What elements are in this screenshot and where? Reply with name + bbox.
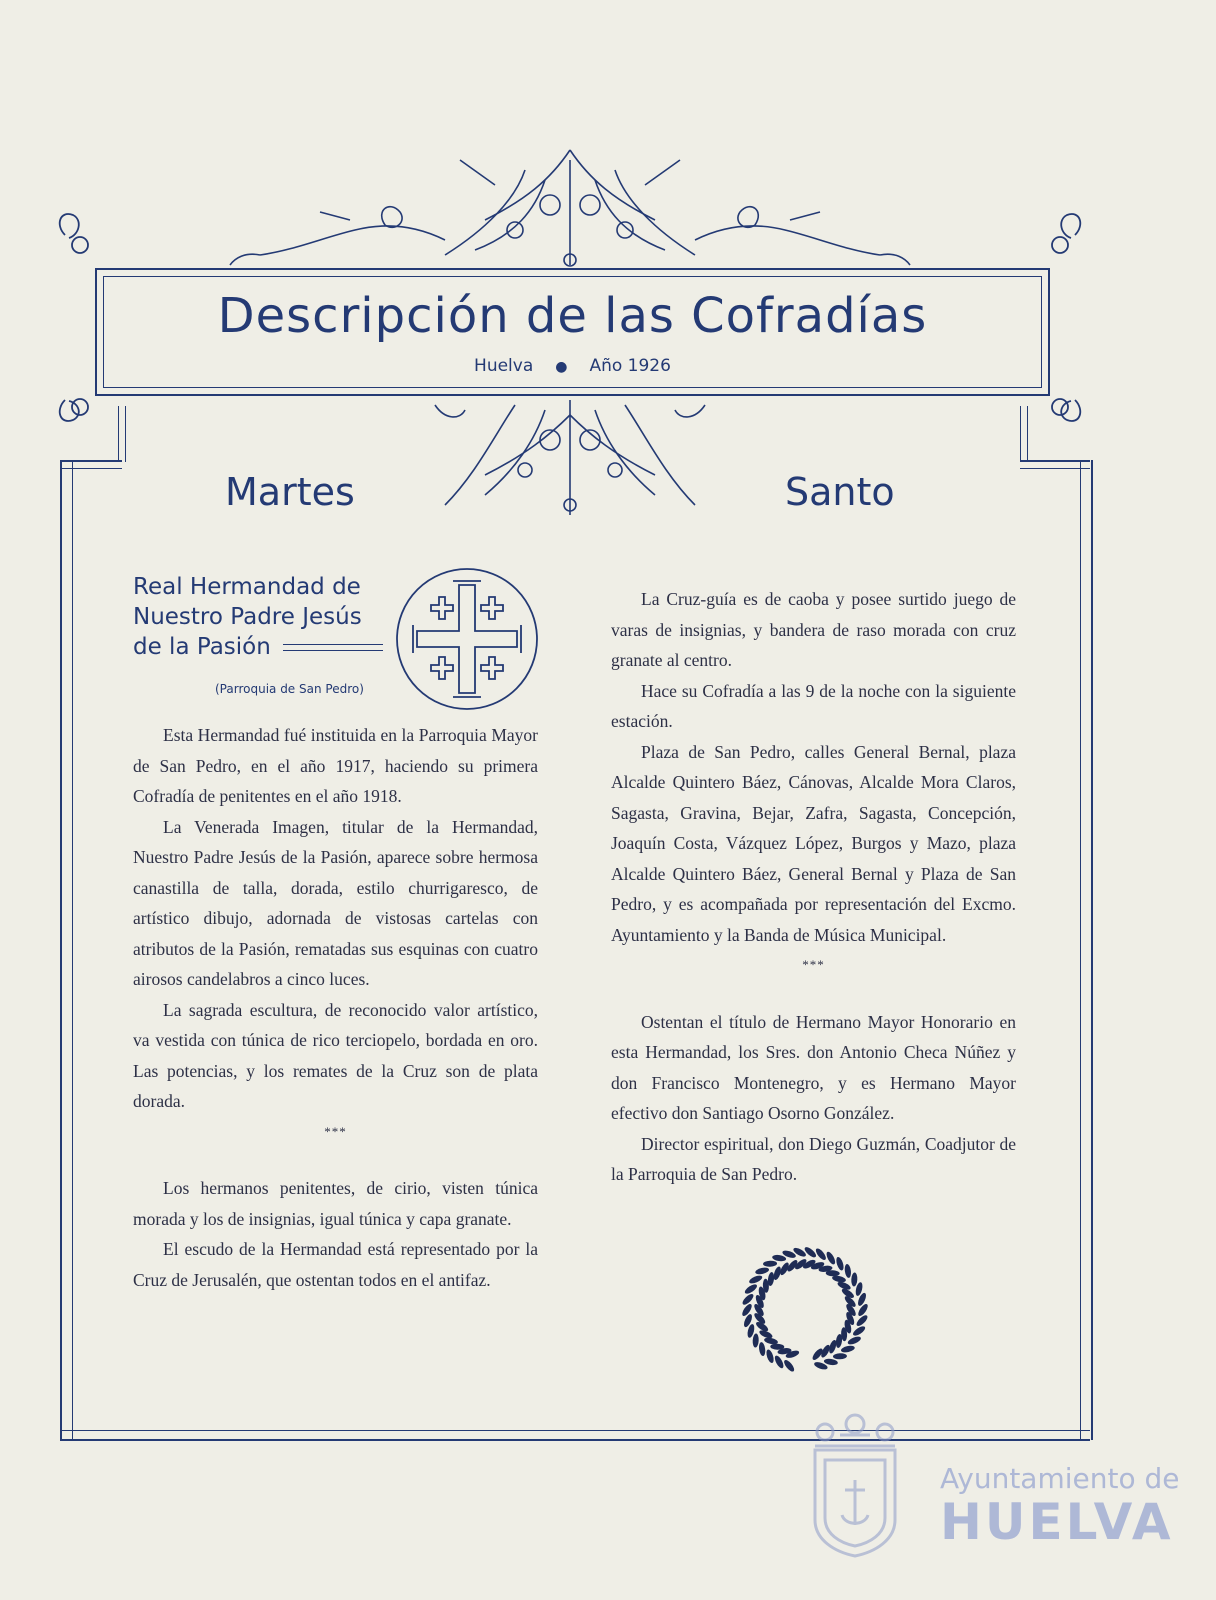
wreath-leaf <box>773 1354 785 1369</box>
frame-right <box>1080 460 1093 1440</box>
wreath-leaf <box>855 1314 869 1328</box>
paragraph: La Venerada Imagen, titular de la Hermandad, Nuestro Padre Jesús de la Pasión, aparece sobre hermosa canastilla de talla, dorada, estilo churrigaresco, de artístico dibujo, adornada de vistosas cartelas con atributos de la Pasión, rematadas sus esquinas con cuatro airosos candelabros a cinco luces. <box>133 816 538 989</box>
cross-of-jerusalem-icon <box>393 565 541 713</box>
right-column <box>611 584 1016 1190</box>
wreath-leaf <box>833 1353 847 1359</box>
wreath-leaf <box>758 1342 766 1357</box>
paragraph: Director espiritual, don Diego Guzmán, Coadjutor de la Parroquia de San Pedro. <box>611 1133 1016 1184</box>
section-separator: *** <box>324 1123 347 1139</box>
wreath-leaf <box>835 1256 845 1271</box>
frame-post-left <box>118 406 126 462</box>
bullet-icon: ● <box>555 359 568 375</box>
brotherhood-line-1: Real Hermandad de <box>133 574 361 600</box>
wreath-leaf <box>814 1247 827 1262</box>
left-column <box>133 720 538 1295</box>
city-label: Huelva <box>474 356 534 376</box>
watermark-text <box>940 1462 1180 1551</box>
wreath-leaf <box>765 1349 775 1364</box>
wreath-leaf <box>803 1245 818 1259</box>
wreath-leaf <box>844 1264 852 1279</box>
parish-label: (Parroquia de San Pedro) <box>215 682 364 696</box>
paragraph: Ostentan el título de Hermano Mayor Honorario en esta Hermandad, los Sres. don Antonio Checa Núñez y don Francisco Montenegro, y es Hermano Mayor efectivo don Santiago Osorno González. <box>611 1011 1016 1123</box>
paragraph: La sagrada escultura, de reconocido valor artístico, va vestida con túnica de rico terciopelo, bordada en oro. Las potencias, y los remates de la Cruz son de plata dorada. <box>133 999 538 1111</box>
wreath-leaf <box>752 1333 759 1347</box>
huelva-coat-of-arms-icon <box>800 1410 910 1560</box>
day-heading-left: Martes <box>225 470 355 514</box>
year-label: Año 1926 <box>589 356 671 376</box>
wreath-leaf <box>840 1345 855 1354</box>
spacer <box>611 981 1016 1007</box>
wreath-leaf <box>748 1274 763 1285</box>
paragraph: Esta Hermandad fué instituida en la Parroquia Mayor de San Pedro, en el año 1917, haciendo su primera Cofradía de penitentes en el año 1918. <box>133 725 538 806</box>
wreath-leaf <box>851 1272 858 1286</box>
paragraph: La Cruz-guía es de caoba y posee surtido juego de varas de insignias, y bandera de raso morada con cruz granate al centro. <box>611 589 1016 670</box>
page-title: Descripción de las Cofradías <box>217 288 928 344</box>
paragraph: Plaza de San Pedro, calles General Bernal, plaza Alcalde Quintero Báez, Cánovas, Alcalde Mora Claros, Sagasta, Gravina, Bejar, Zafra, Sagasta, Concepción, Joaquín Costa, Vázquez López, Burgos y Mazo, plaza Alcalde Quintero Báez, General Bernal y Plaza de San Pedro, y es acompañada por representación del Excmo. Ayuntamiento y la Banda de Música Municipal. <box>611 741 1016 945</box>
spacer <box>133 1147 538 1173</box>
heading-rule <box>283 644 383 651</box>
wreath-leaf <box>743 1283 758 1296</box>
watermark-line-2: HUELVA <box>940 1493 1174 1551</box>
brotherhood-line-3-row <box>133 632 383 662</box>
wreath-leaf <box>772 1254 787 1262</box>
wreath-leaf <box>852 1325 867 1338</box>
wreath-leaf <box>825 1250 837 1265</box>
day-heading-right: Santo <box>785 470 895 514</box>
laurel-wreath-icon <box>735 1240 875 1380</box>
wreath-leaf <box>782 1358 795 1373</box>
wreath-leaf <box>763 1260 777 1266</box>
paragraph: Los hermanos penitentes, de cirio, visten túnica morada y los de insignias, igual túnica y capa granate. <box>133 1178 538 1229</box>
title-box <box>95 268 1050 396</box>
frame-post-right <box>1020 406 1028 462</box>
wreath-leaf <box>741 1292 755 1306</box>
watermark-line-1: Ayuntamiento de <box>940 1462 1180 1495</box>
ornament-flourish-icon <box>45 395 1095 535</box>
wreath-leaf <box>755 1266 770 1275</box>
brotherhood-line-2: Nuestro Padre Jesús <box>133 604 362 630</box>
brotherhood-heading <box>133 572 383 662</box>
wreath-leaf <box>847 1335 862 1346</box>
paragraph: Hace su Cofradía a las 9 de la noche con la siguiente estación. <box>611 680 1016 731</box>
wreath-leaf <box>823 1358 838 1366</box>
section-separator: *** <box>802 957 825 972</box>
frame-left <box>60 460 73 1440</box>
frame-bottom <box>60 1430 1090 1441</box>
paragraph: El escudo de la Hermandad está representado por la Cruz de Jerusalén, que ostentan todos en el antifaz. <box>133 1239 538 1290</box>
brotherhood-line-3: de la Pasión <box>133 634 271 660</box>
page-subtitle <box>97 356 1048 376</box>
ornament-flourish-icon <box>45 140 1095 280</box>
